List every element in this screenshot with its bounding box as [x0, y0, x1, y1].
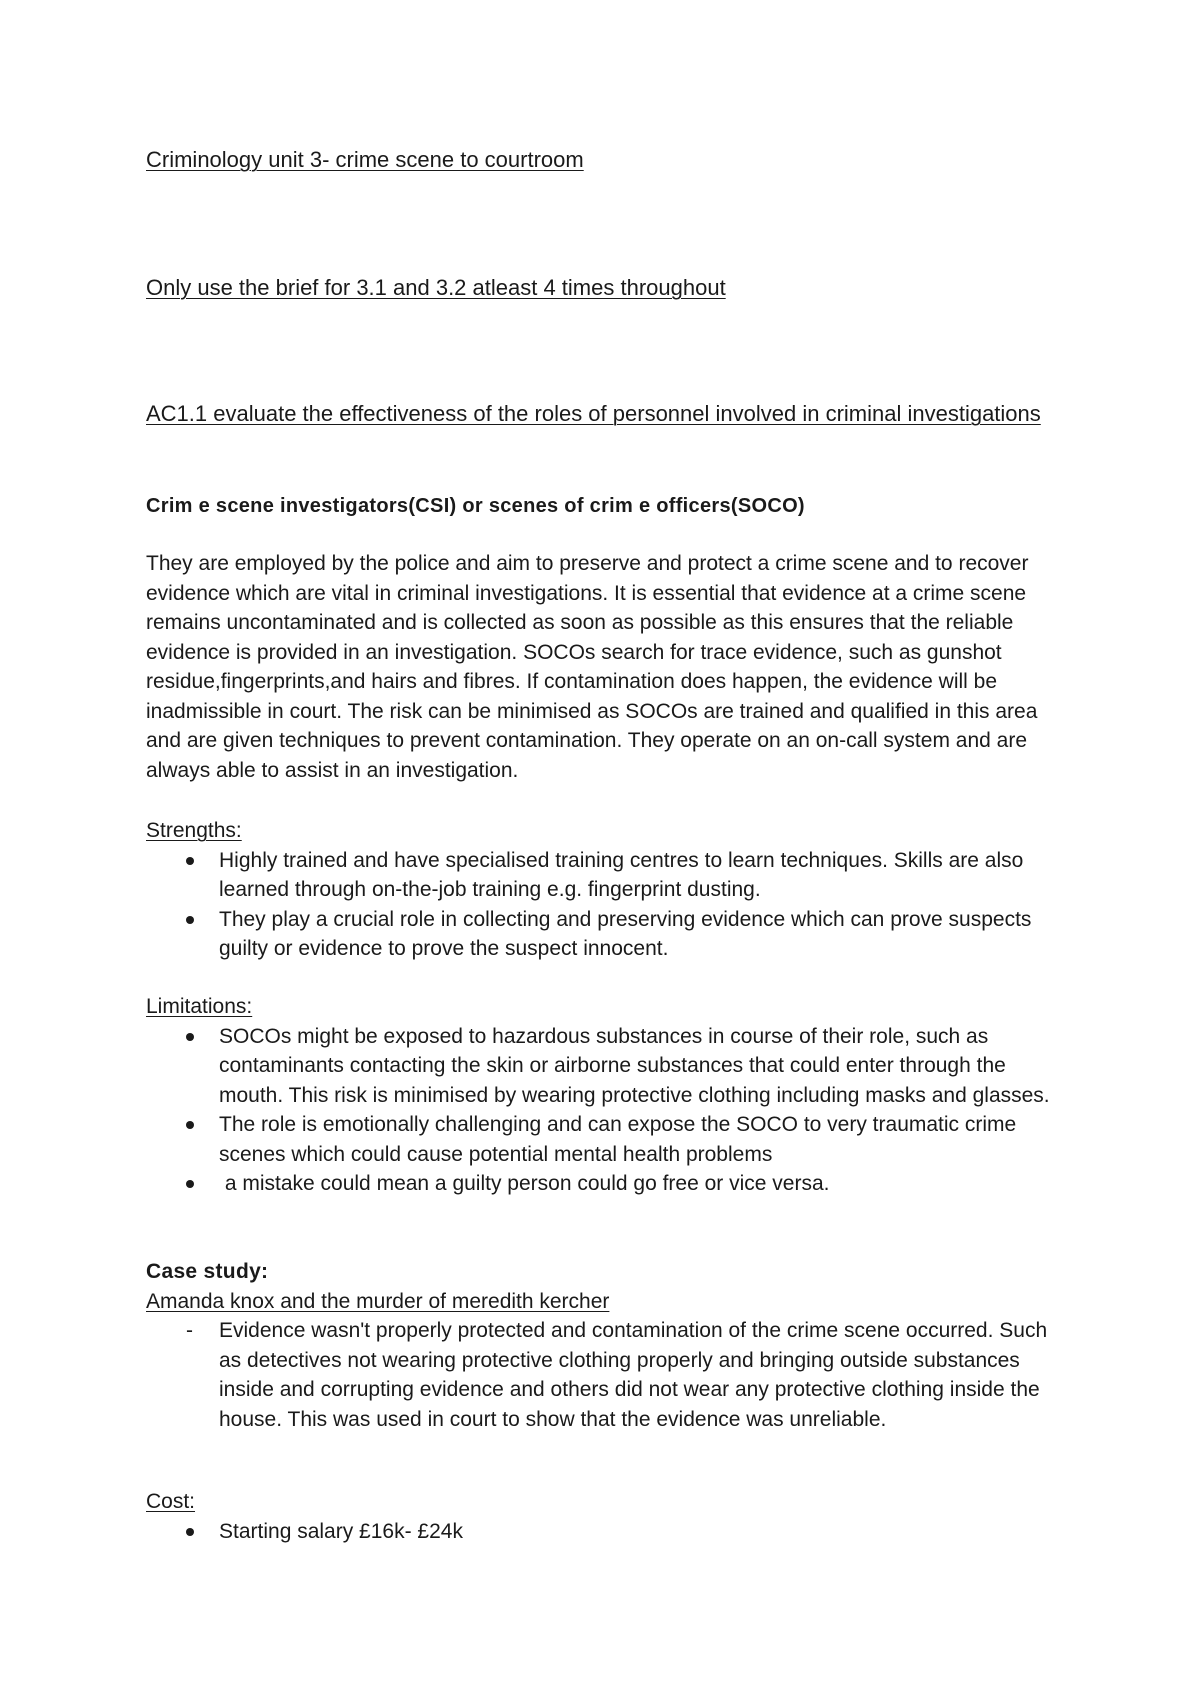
list-item: Starting salary £16k- £24k	[146, 1517, 1066, 1547]
intro-paragraph: They are employed by the police and aim to preserve and protect a crime scene and to recover evidence which are vital in criminal investigations. It is essential that evidence at a crime scene remains uncontaminated and is collected as soon as possible as this ensures that the reliable evidence is provided in an investigation. SOCOs search for trace evidence, such as gunshot residue,fingerprints,and hairs and fibres. If contamination does happen, the evidence will be inadmissible in court. The risk can be minimised as SOCOs are trained and qualified in this area and are given techniques to prevent contamination. They operate on an on-call system and are always able to assist in an investigation.	[146, 552, 1038, 782]
document-title: Criminology unit 3- crime scene to courtroom	[146, 147, 584, 172]
list-item: SOCOs might be exposed to hazardous substances in course of their role, such as contaminants contacting the skin or airborne substances that could enter through the mouth. This risk is minimised by wearing protective clothing including masks and glasses.	[146, 1022, 1066, 1111]
list-item: The role is emotionally challenging and can expose the SOCO to very traumatic crime scenes which could cause potential mental health problems	[146, 1110, 1066, 1169]
bullet-icon	[186, 1180, 194, 1188]
strengths-section	[146, 816, 1066, 964]
case-study-section	[146, 1257, 1066, 1434]
ac-heading: AC1.1 evaluate the effectiveness of the roles of personnel involved in criminal investigations	[146, 401, 1041, 426]
strengths-label: Strengths:	[146, 819, 242, 842]
bullet-icon	[186, 1033, 194, 1041]
cost-list	[146, 1517, 1066, 1547]
limitations-list	[146, 1022, 1066, 1199]
strengths-list	[146, 846, 1066, 964]
list-item: a mistake could mean a guilty person could go free or vice versa.	[146, 1169, 1066, 1199]
cost-label: Cost:	[146, 1490, 196, 1513]
limitations-label: Limitations:	[146, 995, 253, 1018]
csi-heading: Crim e scene investigators(CSI) or scenes of crim e officers(SOCO)	[146, 495, 805, 517]
bullet-icon	[186, 857, 194, 865]
case-study-subtitle: Amanda knox and the murder of meredith kercher	[146, 1289, 610, 1313]
list-item: Highly trained and have specialised training centres to learn techniques. Skills are also learned through on-the-job training e.g. fingerprint dusting.	[146, 846, 1066, 905]
list-item: They play a crucial role in collecting and preserving evidence which can prove suspects guilty or evidence to prove the suspect innocent.	[146, 905, 1066, 964]
bullet-icon	[186, 1528, 194, 1536]
bullet-icon	[186, 916, 194, 924]
bullet-icon	[186, 1121, 194, 1129]
case-study-label: Case study:	[146, 1260, 269, 1283]
brief-note: Only use the brief for 3.1 and 3.2 atleast 4 times throughout	[146, 275, 726, 300]
list-item: - Evidence wasn't properly protected and contamination of the crime scene occurred. Such as detectives not wearing protective clothing properly and bringing outside substances inside and corrupting evidence and others did not wear any protective clothing inside the house. This was used in court to show that the evidence was unreliable.	[146, 1316, 1066, 1434]
dash-marker: -	[186, 1319, 193, 1342]
cost-section	[146, 1487, 1066, 1546]
limitations-section	[146, 992, 1066, 1199]
case-study-list	[146, 1316, 1066, 1434]
